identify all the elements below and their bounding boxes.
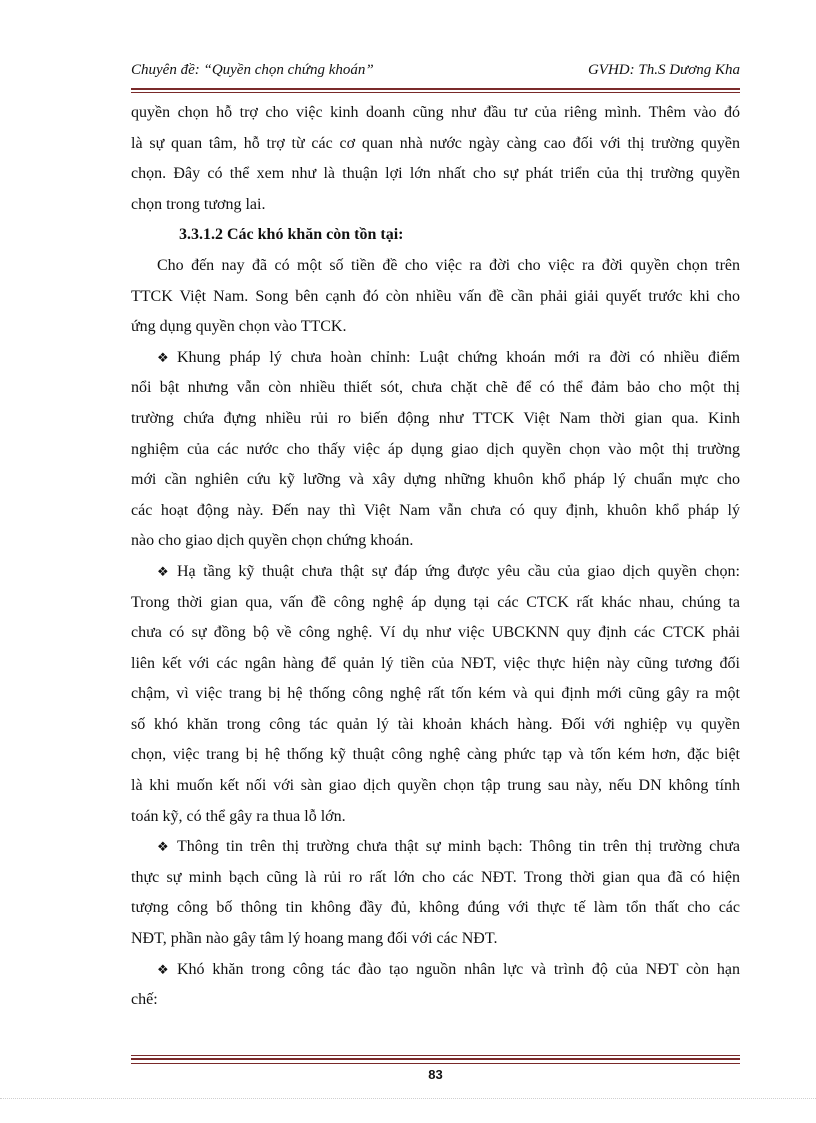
text-line: ❖ Hạ tầng kỹ thuật chưa thật sự đáp ứng được yêu cầu của giao dịch quyền chọn:	[131, 557, 740, 588]
text-line: ❖ Khung pháp lý chưa hoàn chỉnh: Luật chứng khoán mới ra đời có nhiều điểm	[131, 343, 740, 374]
text-line: ứng dụng quyền chọn vào TTCK.	[131, 318, 347, 336]
text-line: nghiệm của các nước cho thấy việc áp dụng giao dịch quyền chọn vào một thị trường	[131, 440, 740, 458]
bullet-legal-framework	[131, 343, 740, 557]
bullet-training	[131, 955, 740, 1016]
bullet-infrastructure	[131, 557, 740, 832]
text-line: TTCK Việt Nam. Song bên cạnh đó còn nhiều vấn đề cần phải giải quyết trước khi cho	[131, 287, 740, 305]
text-line: tượng công bố thông tin không đầy đủ, không đúng với thực tế làm tổn thất cho các	[131, 899, 740, 917]
text-line: chậm, vì việc trang bị hệ thống công nghệ rất tốn kém và qui định mới cũng gây ra một	[131, 685, 740, 703]
paragraph-intro	[131, 98, 740, 220]
header-advisor: GVHD: Th.S Dương Kha	[587, 62, 740, 78]
footer-rule	[131, 1058, 740, 1060]
text-line: Trong thời gian qua, vấn đề công nghệ áp dụng tại các CTCK rất khác nhau, chúng ta	[131, 593, 740, 611]
text-line: chọn, việc trang bị hệ thống kỹ thuật công nghệ càng phức tạp và tốn kém hơn, đặc biệt	[131, 746, 740, 764]
text-line: chưa có sự đồng bộ về công nghệ. Ví dụ như việc UBCKNN quy định các CTCK phải	[131, 624, 740, 642]
text-line: quyền chọn hỗ trợ cho việc kinh doanh cũng như đầu tư của riêng mình. Thêm vào đó	[131, 104, 740, 121]
text-line: trường chứa đựng nhiều rủi ro biến động như TTCK Việt Nam thời gian qua. Kinh	[131, 409, 740, 427]
page-number: 83	[428, 1067, 443, 1082]
footer-rule-thin	[131, 1063, 740, 1064]
bullet-transparency	[131, 832, 740, 954]
diamond-bullet-icon: ❖	[157, 839, 169, 855]
text-line: là khi muốn kết nối với sàn giao dịch quyền chọn tập trung sau này, nếu DN không tính	[131, 777, 740, 795]
text-line: NĐT, phần nào gây tâm lý hoang mang đối với các NĐT.	[131, 930, 498, 948]
text-line: mới cần nghiên cứu kỹ lưỡng và xây dựng những khuôn khổ pháp lý chuẩn mực cho	[131, 471, 740, 489]
text-line: liên kết với các ngân hàng để quản lý tiền của NĐT, việc thực hiện này cũng tương đối	[131, 654, 740, 672]
text-line: ❖ Khó khăn trong công tác đào tạo nguồn nhân lực và trình độ của NĐT còn hạn	[131, 955, 740, 986]
text-line: thực sự minh bạch cũng là rủi ro rất lớn cho các NĐT. Trong thời gian qua đã có hiện	[131, 868, 740, 886]
text-line: là sự quan tâm, hỗ trợ từ các cơ quan nhà nước ngày càng cao đối với thị trường quyền	[131, 134, 740, 152]
text-line: chọn trong tương lai.	[131, 195, 266, 213]
text-line: Cho đến nay đã có một số tiền đề cho việc ra đời cho việc ra đời quyền chọn trên	[157, 256, 740, 274]
paragraph-context	[131, 251, 740, 343]
header-rule-thin	[131, 92, 740, 93]
header-topic: Chuyên đề: “Quyền chọn chứng khoán”	[131, 62, 374, 78]
text-line: ❖ Thông tin trên thị trường chưa thật sự minh bạch: Thông tin trên thị trường chưa	[131, 832, 740, 863]
text-line: toán kỹ, có thể gây ra thua lỗ lớn.	[131, 807, 346, 825]
section-heading: 3.3.1.2 Các khó khăn còn tồn tại:	[179, 226, 404, 244]
header-rule	[131, 88, 740, 90]
text-line: nào cho giao dịch quyền chọn chứng khoán.	[131, 532, 414, 550]
text-line: chọn. Đây có thể xem như là thuận lợi lớn nhất cho sự phát triển của thị trường quyền	[131, 165, 740, 183]
text-line: nổi bật nhưng vẫn còn nhiều thiết sót, chưa chặt chẽ để có thể đảm bảo cho một thị	[131, 379, 740, 397]
text-line: các hoạt động này. Đến nay thì Việt Nam vẫn chưa có quy định, khuôn khổ pháp lý	[131, 501, 740, 519]
page-header	[131, 62, 740, 88]
diamond-bullet-icon: ❖	[157, 563, 169, 579]
diamond-bullet-icon: ❖	[157, 349, 169, 365]
footer-rule-thin	[131, 1055, 740, 1056]
diamond-bullet-icon: ❖	[157, 961, 169, 977]
page-break-divider	[0, 1098, 816, 1099]
text-line: chế:	[131, 991, 158, 1009]
text-line: số khó khăn trong công tác quản lý tài khoản khách hàng. Đối với nghiệp vụ quyền	[131, 715, 740, 733]
page-body	[131, 98, 740, 1016]
